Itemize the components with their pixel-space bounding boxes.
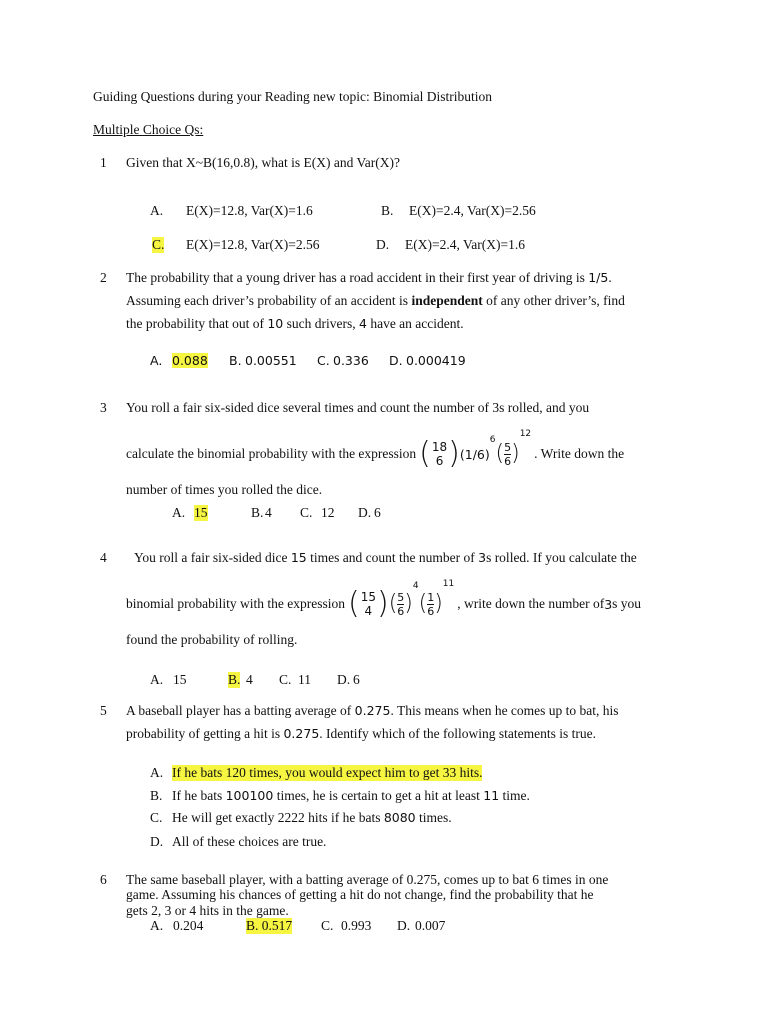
option-b[interactable]: 0.00551 [245,353,297,368]
question-text-line [126,726,596,742]
number-value: 15 [290,550,307,565]
number-value: 0.275 [354,703,391,718]
text-span: If he bats [172,788,226,803]
option-a[interactable]: E(X)=12.8, Var(X)=1.6 [186,203,313,218]
option-letter-c: C. [152,237,165,252]
text-span: of any other driver’s, find [482,293,625,308]
exponent: 12 [519,429,532,439]
option-b[interactable] [172,788,530,804]
option-letter-c: C. [317,353,330,368]
option-letter-d: D. [358,505,372,520]
paren-open: ( [419,436,431,471]
page-title: Guiding Questions during your Reading new topic: Binomial Distribution [93,89,492,104]
fraction-numerator: 5 [397,590,405,604]
option-letter-b: B. [150,788,163,803]
emphasis-text: independent [411,293,483,308]
number-value: 10 [267,316,284,331]
option-letter-b: B. [228,672,241,687]
number-value: 3 [478,550,487,565]
fraction [427,591,434,618]
binom-bottom: 6 [435,454,444,468]
paren-close: ) [376,586,389,621]
text-span: times. [415,810,452,825]
question-text-line [126,316,464,332]
paren-open: ( [347,586,360,621]
question-text-line: You roll a fair six-sided dice several times and count the number of 3s rolled, and you [126,400,590,415]
option-letter-c: C. [300,505,313,520]
binom-top: 18 [431,440,448,454]
text-span: , write down the number of [457,596,605,611]
option-d[interactable]: All of these choices are true. [172,834,327,849]
option-letter-a: A. [150,672,164,687]
option-letter-a: A. [150,203,164,218]
option-c[interactable]: 11 [298,672,311,687]
binomial-expression [347,579,455,621]
option-c[interactable]: 0.336 [333,353,369,368]
question-text-line [134,550,637,566]
option-letter-a: A. [150,353,163,368]
option-b[interactable]: 4 [246,672,253,687]
option-c[interactable] [172,810,452,826]
paren-close: ) [404,591,413,616]
text-span: . This means when he comes up to bat, his [390,703,619,718]
text-span: such drivers, [283,316,359,331]
fraction [504,441,511,468]
section-heading: Multiple Choice Qs: [93,122,204,137]
question-text-line [126,293,625,309]
fraction-denominator: 6 [504,454,512,468]
option-d[interactable]: 0.000419 [406,353,466,368]
option-b[interactable]: 4 [265,505,272,520]
question-text: Given that X~B(16,0.8), what is E(X) and Var(X)? [126,155,400,170]
number-value: 100100 [225,788,274,803]
option-a[interactable]: 15 [173,672,187,687]
option-letter-d: D. [389,353,403,368]
question-text-line [126,429,625,476]
question-number: 3 [100,400,107,415]
question-text-line: number of times you rolled the dice. [126,482,323,497]
question-text-line [126,270,612,286]
text-span: probability of getting a hit is [126,726,284,741]
option-letter-b: B. [251,505,264,520]
fraction-numerator: 1 [427,590,435,604]
option-letter-a: A. [150,765,164,780]
paren-close: ) [511,441,520,466]
option-a[interactable]: If he bats 120 times, you would expect him to get 33 hits. [172,765,483,780]
number-value: 3 [604,596,613,612]
binomial-coefficient [432,440,447,468]
paren-open: ( [495,441,505,466]
text-span: time. [499,788,530,803]
text-span: times and count the number of [306,550,479,565]
paren-open: ( [388,591,398,616]
text-span: . Identify which of the following statements is true. [319,726,596,741]
fraction-denominator: 6 [397,604,405,618]
binom-bottom: 4 [364,604,373,618]
number-value: 0.275 [283,726,320,741]
text-span: have an accident. [366,316,464,331]
exponent: 4 [412,581,419,591]
option-letter-a: A. [172,505,186,520]
question-number: 5 [100,703,107,718]
fraction [397,591,404,618]
text-span: You roll a fair six-sided dice [134,550,291,565]
binomial-expression [419,429,532,471]
question-text-line [126,579,642,626]
text-span: s rolled. If you calculate the [486,550,637,565]
question-number: 1 [100,155,107,170]
option-d[interactable]: 6 [374,505,381,520]
text-span: calculate the binomial probability with the expression [126,446,417,461]
option-d[interactable]: 0.007 [415,918,446,933]
option-c[interactable]: 12 [321,505,335,520]
option-d[interactable]: 6 [353,672,360,687]
option-letter-c: C. [150,810,163,825]
option-c[interactable]: 0.993 [341,918,372,933]
question-text-line [126,703,619,719]
option-letter-a: A. [150,918,164,933]
option-letter-b: B. [229,353,242,368]
text-span: The probability that a young driver has a road accident in their first year of driving is [126,270,589,285]
number-value: 8080 [383,810,416,825]
option-letter-c: C. [279,672,292,687]
paren-close: ) [434,591,443,616]
fraction-value: 1/5 [588,270,609,285]
probability-term: (1/6) [459,446,490,462]
text-span: He will get exactly 2222 hits if he bats [172,810,384,825]
option-a[interactable]: 15 [194,505,208,520]
question-text-line: found the probability of rolling. [126,632,298,647]
question-number: 4 [100,550,107,565]
option-b[interactable]: E(X)=2.4, Var(X)=2.56 [409,203,536,218]
option-letter-c: C. [321,918,334,933]
question-number: 2 [100,270,107,285]
text-span: A baseball player has a batting average of [126,703,355,718]
option-d[interactable]: E(X)=2.4, Var(X)=1.6 [405,237,525,252]
text-span: binomial probability with the expression [126,596,345,611]
number-value: 11 [483,788,500,803]
number-value: 4 [359,316,367,331]
paren-close: ) [448,436,460,471]
text-span: times, he is certain to get a hit at least [273,788,484,803]
paren-open: ( [418,591,428,616]
option-a[interactable]: 0.204 [173,918,204,933]
question-text-line: game. Assuming his chances of getting a hit do not change, find the probability that he [126,887,594,902]
question-text-line: gets 2, 3 or 4 hits in the game. [126,903,289,918]
option-letter-d: D. [150,834,164,849]
text-span: . [608,270,612,285]
option-a[interactable]: 0.088 [172,353,208,368]
exponent: 6 [489,435,496,445]
option-letter-d: D. [337,672,351,687]
text-span: the probability that out of [126,316,268,331]
text-span: . Write down the [534,446,625,461]
option-letter-b: B. [381,203,394,218]
option-letter-d: D. [376,237,390,252]
binom-top: 15 [360,590,376,604]
question-text-line: The same baseball player, with a batting average of 0.275, comes up to bat 6 times in one [126,872,609,887]
question-number: 6 [100,872,107,887]
exponent: 11 [442,579,455,589]
text-span: Assuming each driver’s probability of an accident is [126,293,412,308]
option-c[interactable]: E(X)=12.8, Var(X)=2.56 [186,237,320,252]
option-letter-d: D. [397,918,411,933]
option-b[interactable]: B. 0.517 [246,918,293,933]
fraction-numerator: 5 [504,440,512,454]
text-span: s you [612,596,642,611]
binomial-coefficient [361,590,376,618]
fraction-denominator: 6 [427,604,435,618]
